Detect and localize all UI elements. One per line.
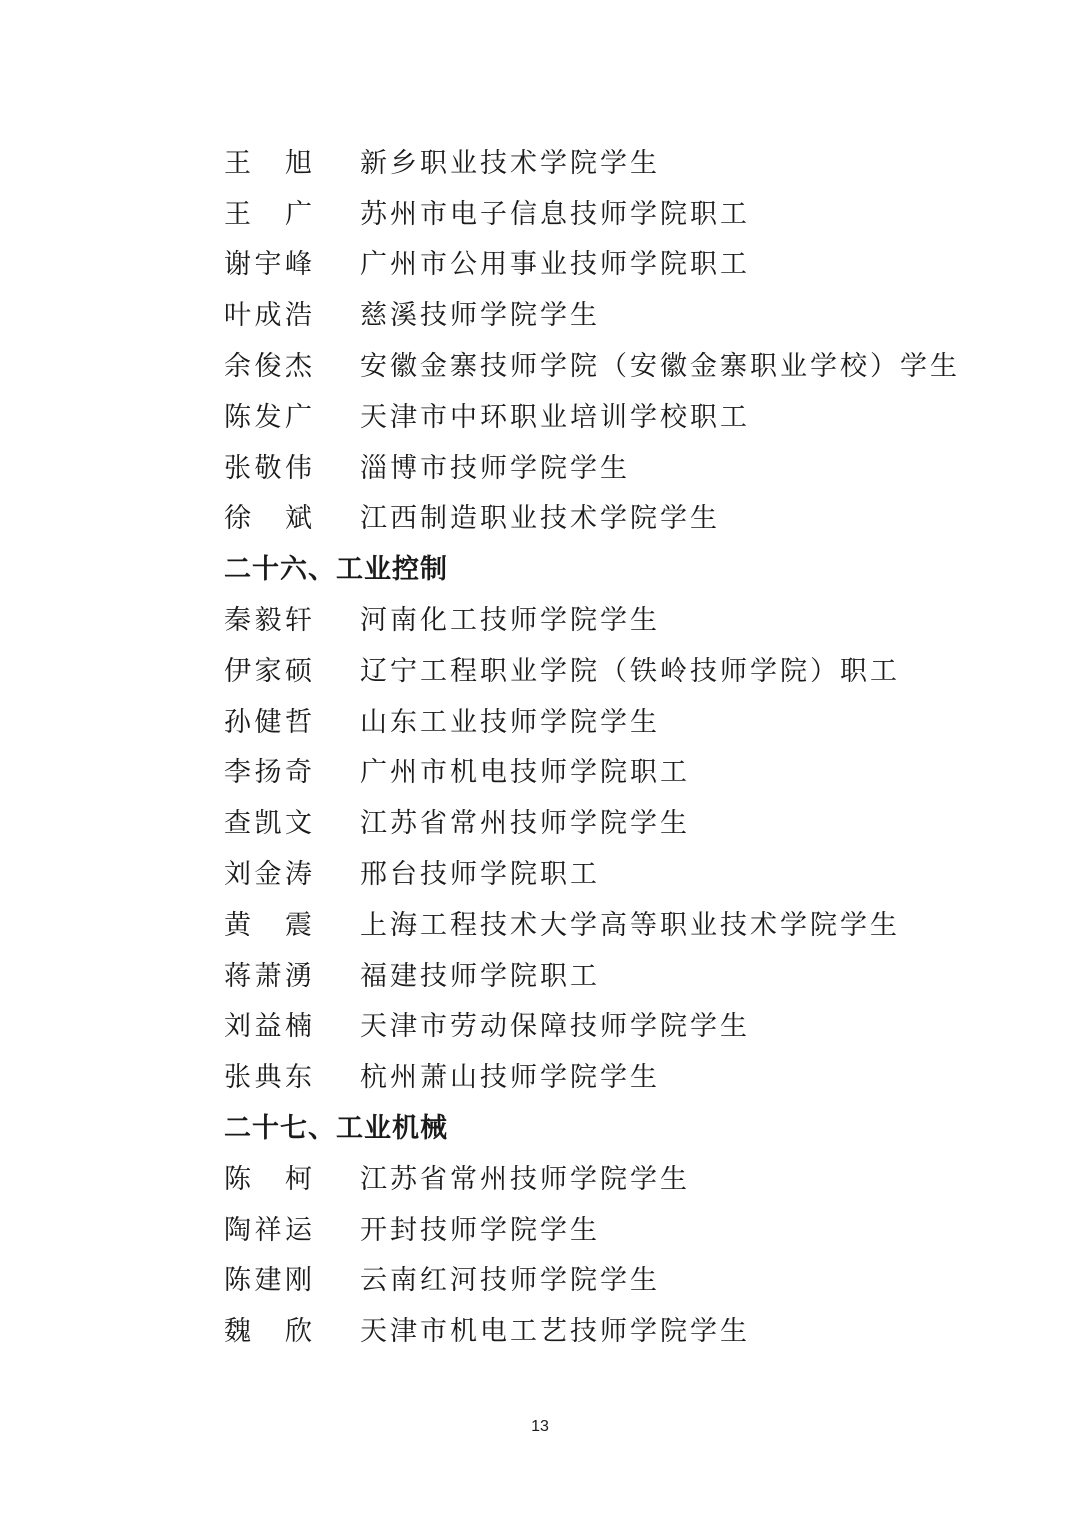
name-char: 硕 xyxy=(285,655,312,687)
person-name xyxy=(224,242,312,281)
name-char: 伊 xyxy=(224,655,251,687)
name-char: 哲 xyxy=(285,706,312,738)
name-char: 王 xyxy=(224,147,251,179)
name-char: 叶 xyxy=(224,300,251,332)
name-char: 浩 xyxy=(285,300,312,332)
name-char: 陈 xyxy=(224,401,251,433)
organization: 安徽金寨技师学院（安徽金寨职业学校）学生 xyxy=(360,351,960,383)
name-char: 发 xyxy=(254,401,282,433)
name-char: 张 xyxy=(224,1062,251,1094)
name-char: 峰 xyxy=(285,249,312,281)
organization: 新乡职业技术学院学生 xyxy=(360,147,660,179)
name-char: 震 xyxy=(285,909,312,941)
name-char: 蒋 xyxy=(224,960,251,992)
name-char: 俊 xyxy=(254,351,282,383)
name-char: 旭 xyxy=(285,147,312,179)
person-name xyxy=(224,1208,312,1247)
person-name xyxy=(224,1055,312,1094)
list-item xyxy=(224,491,984,542)
name-char: 凯 xyxy=(254,808,282,840)
organization: 山东工业技师学院学生 xyxy=(360,706,660,738)
name-char: 运 xyxy=(285,1214,312,1246)
organization: 上海工程技术大学高等职业技术学院学生 xyxy=(360,909,900,941)
list-item xyxy=(224,1151,984,1202)
organization: 天津市劳动保障技师学院学生 xyxy=(360,1011,750,1043)
person-name xyxy=(224,293,312,332)
page-number: 13 xyxy=(531,1418,549,1435)
organization: 江苏省常州技师学院学生 xyxy=(360,1163,690,1195)
name-char: 典 xyxy=(254,1062,282,1094)
name-char: 健 xyxy=(254,706,282,738)
list-item xyxy=(224,440,984,491)
name-char: 金 xyxy=(254,859,282,891)
name-char: 益 xyxy=(254,1011,282,1043)
organization: 天津市中环职业培训学校职工 xyxy=(360,401,750,433)
name-char: 伟 xyxy=(285,452,312,484)
person-name xyxy=(224,801,312,840)
person-name xyxy=(224,1309,312,1348)
organization: 江西制造职业技术学院学生 xyxy=(360,503,720,535)
name-char: 陶 xyxy=(224,1214,251,1246)
name-char: 奇 xyxy=(285,757,312,789)
name-char: 建 xyxy=(254,1265,282,1297)
name-char: 扬 xyxy=(254,757,282,789)
name-list xyxy=(224,135,984,1354)
name-char: 刘 xyxy=(224,1011,251,1043)
name-char: 张 xyxy=(224,452,251,484)
person-name xyxy=(224,954,312,993)
name-char: 湧 xyxy=(285,960,312,992)
organization: 苏州市电子信息技师学院职工 xyxy=(360,198,750,230)
list-item xyxy=(224,745,984,796)
organization: 福建技师学院职工 xyxy=(360,960,600,992)
name-char: 孙 xyxy=(224,706,251,738)
organization: 广州市公用事业技师学院职工 xyxy=(360,249,750,281)
person-name xyxy=(224,598,312,637)
name-char: 斌 xyxy=(285,503,312,535)
name-char: 广 xyxy=(285,198,312,230)
person-name xyxy=(224,903,312,942)
list-item xyxy=(224,1049,984,1100)
section-heading: 二十六、工业控制 xyxy=(224,554,448,586)
name-char: 余 xyxy=(224,351,251,383)
list-item xyxy=(224,592,984,643)
name-char: 东 xyxy=(285,1062,312,1094)
person-name xyxy=(224,496,312,535)
organization: 邢台技师学院职工 xyxy=(360,859,600,891)
name-char: 柯 xyxy=(285,1163,312,1195)
name-char: 祥 xyxy=(254,1214,282,1246)
name-char: 家 xyxy=(254,655,282,687)
name-char: 刘 xyxy=(224,859,251,891)
organization: 天津市机电工艺技师学院学生 xyxy=(360,1316,750,1348)
person-name xyxy=(224,700,312,739)
person-name xyxy=(224,141,312,180)
list-item xyxy=(224,1253,984,1304)
name-char: 黄 xyxy=(224,909,251,941)
organization: 淄博市技师学院学生 xyxy=(360,452,630,484)
name-char: 敬 xyxy=(254,452,282,484)
list-item xyxy=(224,795,984,846)
section-heading: 二十七、工业机械 xyxy=(224,1113,448,1145)
person-name xyxy=(224,649,312,688)
person-name xyxy=(224,1258,312,1297)
person-name xyxy=(224,192,312,231)
name-char: 陈 xyxy=(224,1163,251,1195)
list-item xyxy=(224,389,984,440)
list-item xyxy=(224,135,984,186)
name-char: 陈 xyxy=(224,1265,251,1297)
name-char: 王 xyxy=(224,198,251,230)
list-item xyxy=(224,846,984,897)
list-item xyxy=(224,897,984,948)
list-item xyxy=(224,237,984,288)
list-item xyxy=(224,338,984,389)
organization: 开封技师学院学生 xyxy=(360,1214,600,1246)
name-char: 成 xyxy=(254,300,282,332)
list-item xyxy=(224,643,984,694)
organization: 杭州萧山技师学院学生 xyxy=(360,1062,660,1094)
person-name xyxy=(224,446,312,485)
list-item xyxy=(224,1303,984,1354)
list-item xyxy=(224,1202,984,1253)
name-char: 李 xyxy=(224,757,251,789)
name-char: 秦 xyxy=(224,605,251,637)
person-name xyxy=(224,852,312,891)
name-char: 广 xyxy=(285,401,312,433)
name-char: 杰 xyxy=(285,351,312,383)
list-item xyxy=(224,694,984,745)
name-char: 毅 xyxy=(254,605,282,637)
name-char: 欣 xyxy=(285,1316,312,1348)
person-name xyxy=(224,1004,312,1043)
organization: 江苏省常州技师学院学生 xyxy=(360,808,690,840)
person-name xyxy=(224,395,312,434)
name-char: 轩 xyxy=(285,605,312,637)
organization: 慈溪技师学院学生 xyxy=(360,300,600,332)
name-char: 刚 xyxy=(285,1265,312,1297)
organization: 河南化工技师学院学生 xyxy=(360,605,660,637)
organization: 广州市机电技师学院职工 xyxy=(360,757,690,789)
name-char: 谢 xyxy=(224,249,251,281)
person-name xyxy=(224,750,312,789)
person-name xyxy=(224,344,312,383)
name-char: 徐 xyxy=(224,503,251,535)
name-char: 文 xyxy=(285,808,312,840)
list-item xyxy=(224,948,984,999)
name-char: 楠 xyxy=(285,1011,312,1043)
organization: 辽宁工程职业学院（铁岭技师学院）职工 xyxy=(360,655,900,687)
person-name xyxy=(224,1157,312,1196)
name-char: 萧 xyxy=(254,960,282,992)
name-char: 魏 xyxy=(224,1316,251,1348)
name-char: 涛 xyxy=(285,859,312,891)
list-item xyxy=(224,186,984,237)
list-item xyxy=(224,287,984,338)
organization: 云南红河技师学院学生 xyxy=(360,1265,660,1297)
name-char: 查 xyxy=(224,808,251,840)
name-char: 宇 xyxy=(254,249,282,281)
list-item xyxy=(224,999,984,1050)
